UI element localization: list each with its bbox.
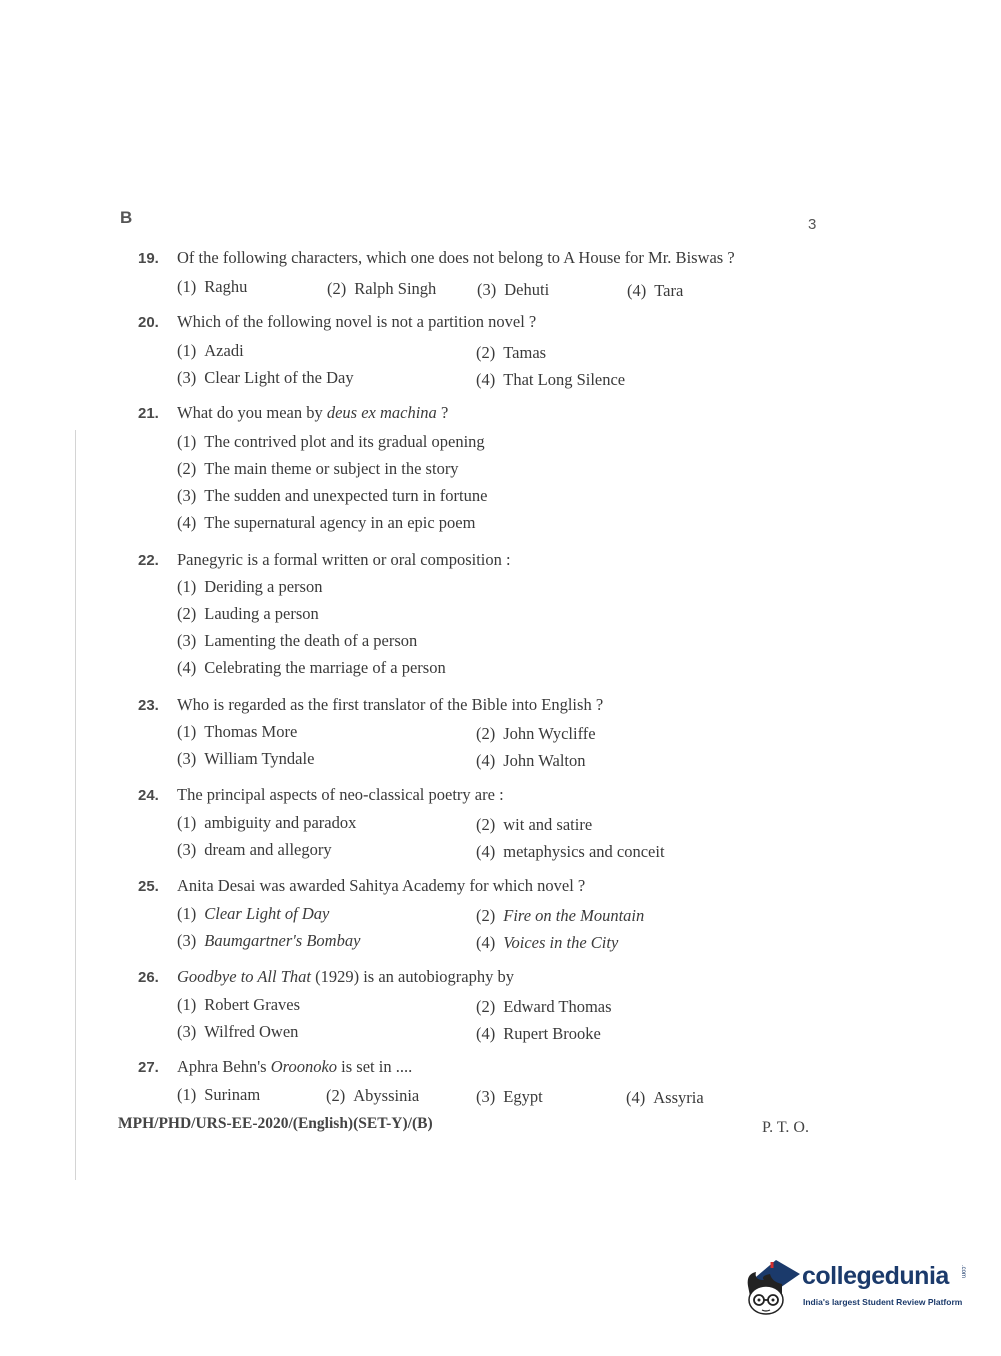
option-1: (1) Surinam	[177, 1085, 261, 1104]
collegedunia-logo[interactable]	[742, 1252, 972, 1318]
option-3: (3) Dehuti	[477, 280, 550, 299]
pto-label: P. T. O.	[762, 1119, 809, 1136]
question-text: Of the following characters, which one does not belong to A House for Mr. Biswas ?	[177, 248, 735, 267]
option-1: (1) Robert Graves	[177, 995, 301, 1014]
option-3: (3) The sudden and unexpected turn in fortune	[177, 486, 488, 505]
question-number: 25.	[138, 878, 159, 895]
option-4: (4) metaphysics and conceit	[476, 842, 665, 861]
option-2: (2) Edward Thomas	[476, 997, 612, 1016]
option-4: (4) Voices in the City	[476, 933, 619, 952]
question-text: What do you mean by deus ex machina ?	[177, 403, 449, 422]
option-4: (4) That Long Silence	[476, 370, 626, 389]
option-1: (1) Thomas More	[177, 722, 298, 741]
set-letter: B	[120, 208, 133, 227]
option-3: (3) dream and allegory	[177, 840, 332, 859]
option-4: (4) John Walton	[476, 751, 586, 770]
option-2: (2) John Wycliffe	[476, 724, 596, 743]
option-1: (1) Raghu	[177, 277, 248, 296]
page-number: 3	[808, 216, 817, 233]
option-4: (4) Rupert Brooke	[476, 1024, 601, 1043]
option-3: (3) Wilfred Owen	[177, 1022, 299, 1041]
option-3: (3) Lamenting the death of a person	[177, 631, 418, 650]
question-text: Which of the following novel is not a partition novel ?	[177, 312, 537, 331]
question-text: Who is regarded as the first translator of the Bible into English ?	[177, 695, 604, 714]
option-2: (2) Ralph Singh	[327, 279, 437, 298]
question-number: 26.	[138, 969, 159, 986]
option-2: (2) Lauding a person	[177, 604, 319, 623]
option-4: (4) Tara	[627, 281, 684, 300]
question-number: 23.	[138, 697, 159, 714]
option-4: (4) The supernatural agency in an epic poem	[177, 513, 476, 532]
option-1: (1) Deriding a person	[177, 577, 323, 596]
option-4: (4) Assyria	[626, 1088, 704, 1107]
option-3: (3) Baumgartner's Bombay	[177, 931, 361, 950]
margin-rule	[75, 430, 76, 1180]
logo-wordmark: collegedunia	[802, 1262, 949, 1290]
option-2: (2) wit and satire	[476, 815, 593, 834]
option-2: (2) Abyssinia	[326, 1086, 420, 1105]
option-2: (2) Fire on the Mountain	[476, 906, 645, 925]
question-number: 19.	[138, 250, 159, 267]
question-text: Aphra Behn's Oroonoko is set in ....	[177, 1057, 413, 1076]
option-1: (1) ambiguity and paradox	[177, 813, 357, 832]
option-3: (3) William Tyndale	[177, 749, 315, 768]
question-number: 22.	[138, 552, 159, 569]
paper-code: MPH/PHD/URS-EE-2020/(English)(SET-Y)/(B)	[118, 1115, 433, 1132]
logo-com: .com	[960, 1265, 966, 1279]
option-3: (3) Clear Light of the Day	[177, 368, 354, 387]
option-3: (3) Egypt	[476, 1087, 543, 1106]
question-number: 21.	[138, 405, 159, 422]
question-text: Panegyric is a formal written or oral composition :	[177, 550, 511, 569]
question-number: 27.	[138, 1059, 159, 1076]
option-1: (1) The contrived plot and its gradual opening	[177, 432, 485, 451]
question-text: Goodbye to All That (1929) is an autobiography by	[177, 967, 514, 986]
question-text: Anita Desai was awarded Sahitya Academy for which novel ?	[177, 876, 586, 895]
option-2: (2) Tamas	[476, 343, 547, 362]
option-1: (1) Azadi	[177, 341, 244, 360]
question-text: The principal aspects of neo-classical poetry are :	[177, 785, 504, 804]
question-number: 20.	[138, 314, 159, 331]
mascot-icon	[742, 1252, 802, 1318]
option-4: (4) Celebrating the marriage of a person	[177, 658, 446, 677]
option-1: (1) Clear Light of Day	[177, 904, 330, 923]
question-number: 24.	[138, 787, 159, 804]
logo-tagline: India's largest Student Review Platform	[803, 1297, 963, 1307]
option-2: (2) The main theme or subject in the story	[177, 459, 459, 478]
